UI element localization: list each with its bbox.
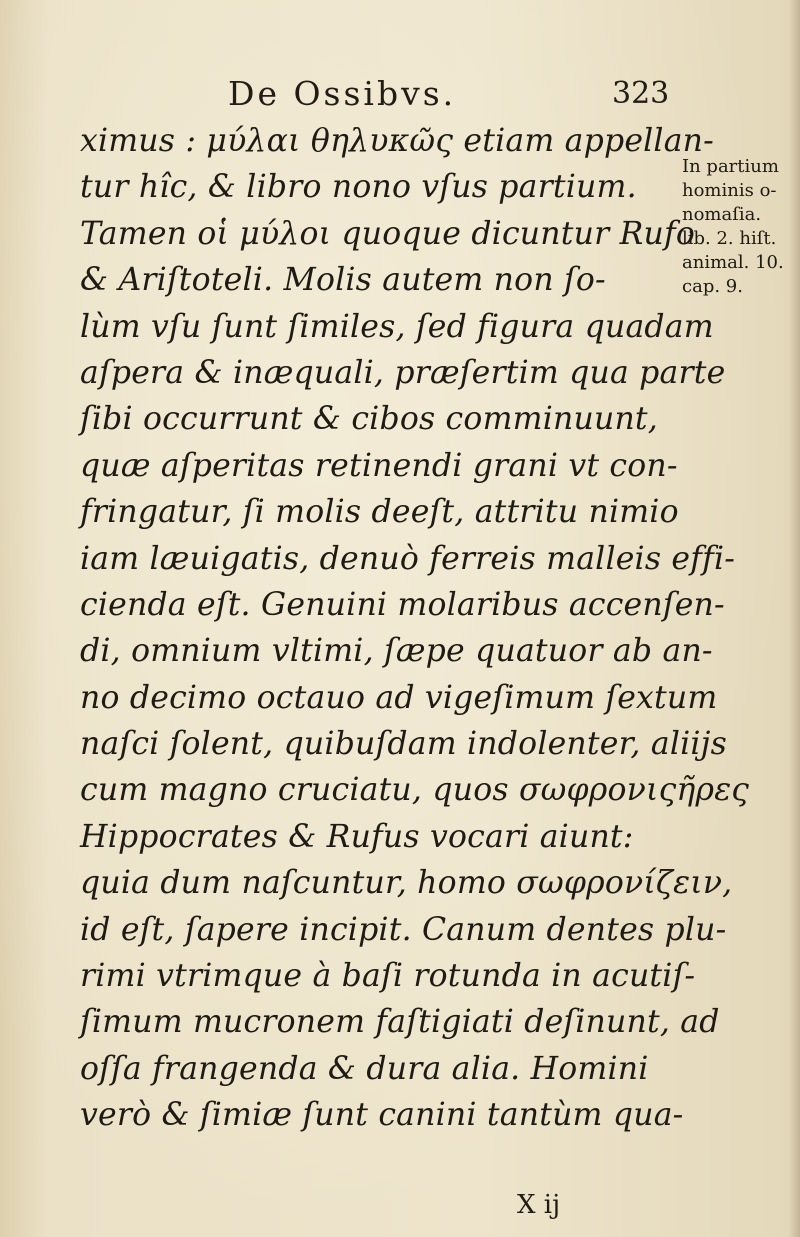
text-line: quia dum naſcuntur, homo σωφρονίζειν,: [80, 865, 733, 902]
text-line: ximus : μύλαι θηλυκῶς etiam appellan-: [80, 123, 715, 159]
text-line: fringatur, ſi molis deeſt, attritu nimio: [80, 494, 679, 531]
text-line: cienda eſt. Genuini molaribus accenſen-: [80, 586, 725, 623]
signature-mark: X ij: [517, 1190, 561, 1220]
text-line: ſimum mucronem faſtigiati deſinunt, ad: [80, 1004, 720, 1041]
text-line: lùm vſu ſunt ſimiles, ſed figura quadam: [80, 308, 714, 345]
text-line: id eſt, ſapere incipit. Canum dentes plu-: [80, 911, 727, 948]
text-line: Tamen οἱ μύλοι quoque dicuntur Rufo: [80, 215, 696, 252]
text-line: no decimo octauo ad vigeſimum ſextum: [80, 679, 718, 716]
text-line: Hippocrates & Rufus vocari aiunt:: [80, 818, 634, 855]
text-line: oſſa frangenda & dura alia. Homini: [80, 1050, 649, 1087]
margin-note-line: cap. 9.: [682, 276, 743, 297]
page-number: 323: [612, 76, 670, 111]
text-line: & Ariſtoteli. Molis autem non ſo-: [80, 262, 606, 299]
margin-note-line: lib. 2. hiſt.: [682, 228, 777, 249]
text-line: di, omnium vltimi, ſæpe quatuor ab an-: [80, 633, 713, 670]
text-line: naſci ſolent, quibuſdam indolenter, aliijs: [80, 726, 727, 763]
text-line: verò & ſimiæ ſunt canini tantùm qua-: [80, 1097, 684, 1134]
text-line: cum magno cruciatu, quos σωφρονιςῆρες: [80, 772, 750, 809]
margin-note-line: In partium: [682, 156, 779, 177]
margin-note: [682, 155, 792, 299]
text-line: tur hîc, & libro nono vſus partium.: [80, 169, 637, 206]
running-head: De Ossibvs.: [228, 74, 457, 113]
text-line: rimi vtrimque à baſi rotunda in acutiſ-: [80, 958, 696, 995]
page-header: [0, 72, 800, 120]
margin-note-line: nomaſia.: [682, 204, 762, 225]
text-line: iam læuigatis, denuò ferreis malleis effi-: [80, 540, 736, 577]
text-line: ſibi occurrunt & cibos comminuunt,: [80, 401, 658, 438]
page-edge-shadow: [788, 0, 800, 1237]
text-line: aſpera & inæquali, præſertim qua parte: [80, 354, 726, 391]
margin-note-line: hominis o-: [682, 180, 777, 201]
text-line: quæ aſperitas retinendi grani vt con-: [80, 447, 678, 484]
margin-note-line: animal. 10.: [682, 252, 784, 273]
